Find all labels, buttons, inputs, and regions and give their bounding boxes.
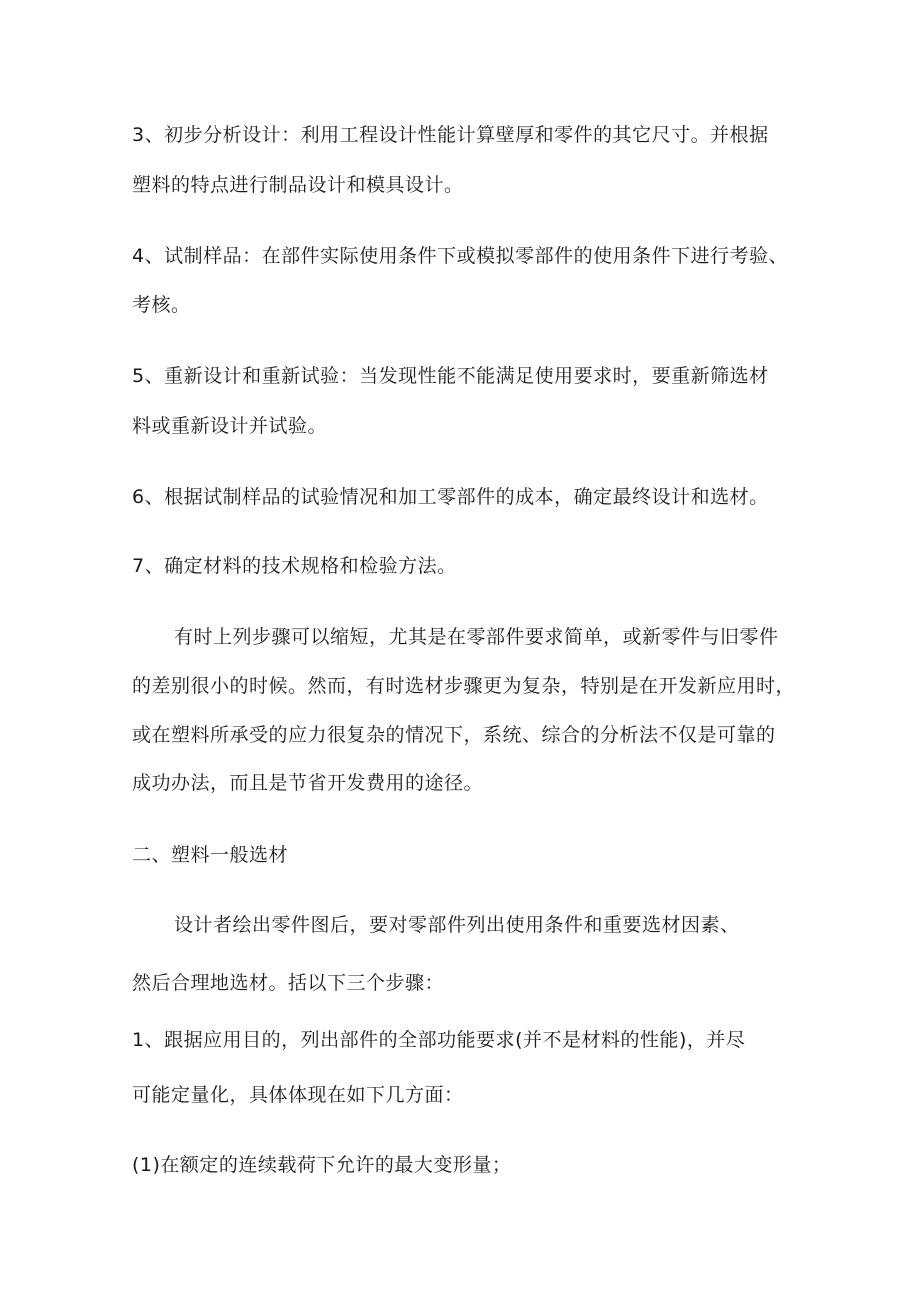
step-3-line-1: 3、初步分析设计：利用工程设计性能计算壁厚和零件的其它尺寸。并根据 xyxy=(132,124,769,146)
paragraph-1-line-1: 有时上列步骤可以缩短，尤其是在零部件要求简单，或新零件与旧零件 xyxy=(174,626,779,648)
step-7-line: 7、确定材料的技术规格和检验方法。 xyxy=(132,555,457,577)
step-4-line-2: 考核。 xyxy=(132,294,191,316)
list-item-1-line-1: 1、跟据应用目的，列出部件的全部功能要求(并不是材料的性能)，并尽 xyxy=(132,1029,746,1051)
sub-item-1-line: (1)在额定的连续载荷下允许的最大变形量； xyxy=(132,1154,512,1176)
step-6-line: 6、根据试制样品的试验情况和加工零部件的成本，确定最终设计和选材。 xyxy=(132,486,769,508)
paragraph-1-line-3: 或在塑料所承受的应力很复杂的情况下，系统、综合的分析法不仅是可靠的 xyxy=(132,724,776,746)
paragraph-2-line-2: 然后合理地选材。括以下三个步骤： xyxy=(132,972,445,994)
step-4-line-1: 4、试制样品：在部件实际使用条件下或模拟零部件的使用条件下进行考验、 xyxy=(132,245,789,267)
paragraph-1-line-4: 成功办法，而且是节省开发费用的途径。 xyxy=(132,772,484,794)
list-item-1-line-2: 可能定量化，具体体现在如下几方面： xyxy=(132,1084,464,1106)
step-3-line-2: 塑料的特点进行制品设计和模具设计。 xyxy=(132,174,464,196)
paragraph-2-line-1: 设计者绘出零件图后，要对零部件列出使用条件和重要选材因素、 xyxy=(174,914,740,936)
step-5-line-1: 5、重新设计和重新试验：当发现性能不能满足使用要求时，要重新筛选材 xyxy=(132,365,769,387)
paragraph-1-line-2: 的差别很小的时候。然而，有时选材步骤更为复杂，特别是在开发新应用时， xyxy=(132,675,796,697)
section-heading: 二、塑料一般选材 xyxy=(132,844,289,866)
step-5-line-2: 料或重新设计并试验。 xyxy=(132,415,328,437)
